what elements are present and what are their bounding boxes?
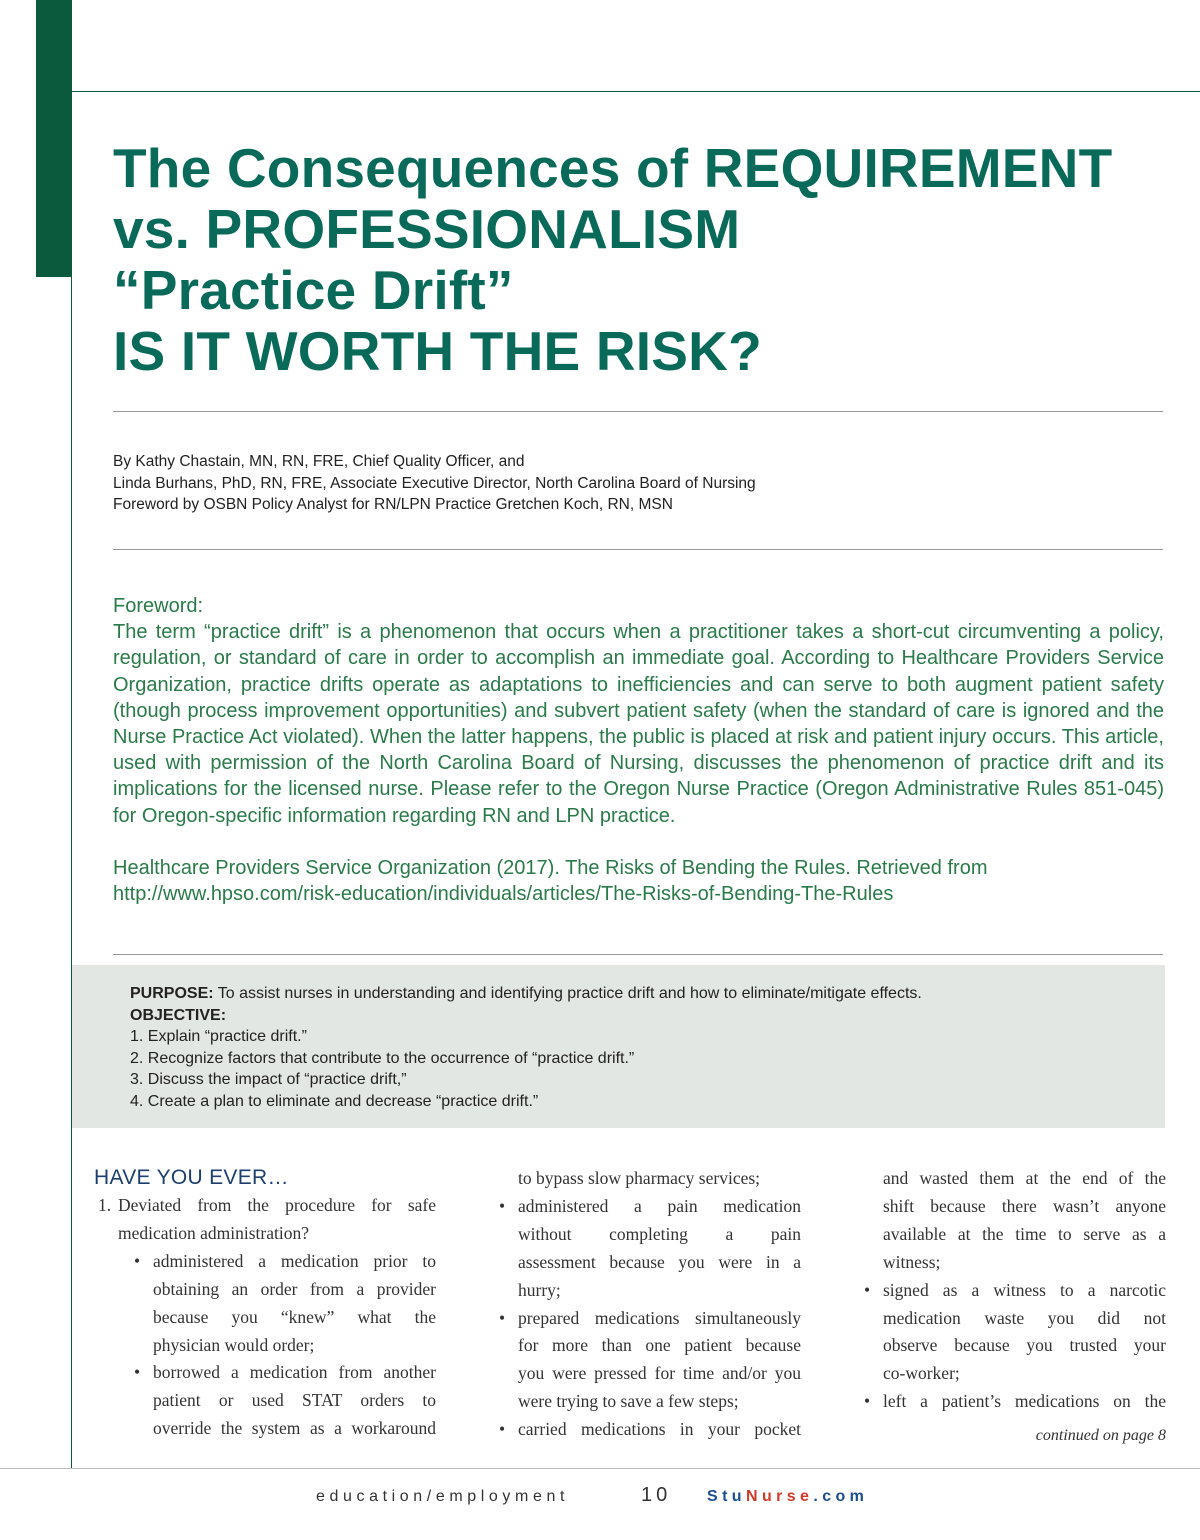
text-line: because you “knew” what the: [153, 1306, 436, 1327]
article-title: [113, 138, 1112, 382]
brand-logo[interactable]: [707, 1488, 868, 1506]
left-rule: [71, 0, 72, 1468]
purpose-line: [130, 983, 922, 1005]
article-column-2: [497, 1165, 801, 1444]
text-line: witness;: [883, 1251, 941, 1272]
text-line: observe because you trusted your: [883, 1335, 1166, 1356]
byline-line-3: Foreword by OSBN Policy Analyst for RN/LPN Practice Gretchen Koch, RN, MSN: [113, 496, 673, 513]
accent-bar: [36, 0, 72, 277]
brand-stu: Stu: [707, 1488, 746, 1505]
text-line: Deviated from the procedure for safe: [118, 1195, 436, 1215]
article-column-1: [94, 1165, 436, 1443]
objective-item: 3. Discuss the impact of “practice drift,”: [130, 1071, 407, 1088]
text-line: medication administration?: [118, 1222, 309, 1243]
text-line: obtaining an order from a provider: [153, 1278, 436, 1299]
bullet-icon: •: [499, 1195, 506, 1216]
text-line: hurry;: [518, 1279, 561, 1300]
foreword-citation-line-1: Healthcare Providers Service Organization (2017). The Risks of Bending the Rules. Retrieved from: [113, 856, 988, 879]
text-line: and wasted them at the end of the: [883, 1168, 1166, 1188]
divider-byline: [113, 549, 1163, 550]
brand-nurse: Nurse: [745, 1488, 814, 1505]
text-line: physician would order;: [153, 1334, 315, 1355]
text-line: were trying to save a few steps;: [518, 1391, 739, 1412]
foreword-body: The term “practice drift” is a phenomenon that occurs when a practitioner takes a short-cut circumventing a policy, regulation, or standard of care in order to accomplish an immediate goal. According to Healthcare Providers Service Organization, practice drifts operate as adaptations to inefficiencies and can serve to both augment patient safety (though process improvement opportunities) and subvert patient safety (when the standard of care is ignored and the Nurse Practice Act violated). When the latter happens, the public is placed at risk and patient injury occurs. This article, used with permission of the North Carolina Board of Nursing, discusses the phenomenon of practice drift and its implications for the licensed nurse. Please refer to the Oregon Nurse Practice (Oregon Administrative Rules 851-045) for Oregon-specific information regarding RN and LPN practice.: [113, 621, 1164, 827]
page-number: 10: [641, 1484, 672, 1506]
title-line-2: vs. PROFESSIONALISM: [113, 198, 741, 260]
byline-line-1: By Kathy Chastain, MN, RN, FRE, Chief Quality Officer, and: [113, 453, 525, 470]
divider-foreword: [113, 954, 1163, 955]
title-line-4: IS IT WORTH THE RISK?: [113, 320, 762, 382]
text-line: to bypass slow pharmacy services;: [518, 1168, 761, 1188]
footer-rule: [0, 1468, 1200, 1469]
text-line: available at the time to serve as a: [883, 1223, 1166, 1244]
brand-com: .com: [813, 1488, 869, 1505]
bullet-icon: •: [134, 1362, 141, 1383]
list-number: 1.: [98, 1195, 112, 1215]
bullet-icon: •: [864, 1279, 871, 1300]
text-line: without completing a pain: [518, 1223, 801, 1244]
bullet-icon: •: [864, 1391, 871, 1412]
bullet-icon: •: [499, 1307, 506, 1328]
text-line: assessment because you were in a: [518, 1251, 801, 1272]
article-column-3: [862, 1165, 1166, 1416]
text-line: carried medications in your pocket: [518, 1419, 801, 1440]
text-line: borrowed a medication from another: [153, 1362, 436, 1383]
bullet-icon: •: [499, 1419, 506, 1440]
page-footer: [0, 1484, 1200, 1514]
continued-note: continued on page 8: [1035, 1427, 1166, 1444]
objective-item: 4. Create a plan to eliminate and decrease “practice drift.”: [130, 1092, 539, 1110]
bullet-icon: •: [134, 1250, 141, 1271]
text-line: administered a medication prior to: [153, 1250, 436, 1271]
foreword: [113, 593, 1164, 907]
footer-section: education/employment: [316, 1488, 569, 1505]
title-line-3: “Practice Drift”: [113, 259, 514, 321]
text-line: for more than one patient because: [518, 1335, 801, 1356]
byline-line-2: Linda Burhans, PhD, RN, FRE, Associate Executive Director, North Carolina Board of Nursing: [113, 474, 756, 492]
text-line: co-worker;: [883, 1363, 960, 1384]
text-line: you were pressed for time and/or you: [518, 1363, 801, 1384]
text-line: prepared medications simultaneously: [518, 1307, 801, 1328]
purpose-text: To assist nurses in understanding and identifying practice drift and how to eliminate/mitigate effects.: [213, 985, 922, 1002]
divider-top: [113, 411, 1163, 412]
text-line: shift because there wasn’t anyone: [883, 1195, 1166, 1216]
purpose-label: PURPOSE:: [130, 985, 214, 1002]
objective-label: OBJECTIVE:: [130, 1006, 227, 1024]
title-line-1: The Consequences of REQUIREMENT: [113, 137, 1113, 199]
text-line: left a patient’s medications on the: [883, 1391, 1166, 1412]
foreword-heading: Foreword:: [113, 595, 204, 617]
top-rule: [72, 91, 1200, 92]
objective-item: 1. Explain “practice drift.”: [130, 1028, 307, 1045]
section-heading: HAVE YOU EVER…: [94, 1166, 289, 1189]
text-line: signed as a witness to a narcotic: [883, 1279, 1166, 1300]
text-line: administered a pain medication: [518, 1195, 801, 1216]
text-line: patient or used STAT orders to: [153, 1390, 436, 1411]
purpose-box: [72, 965, 1165, 1128]
byline: [113, 451, 756, 516]
foreword-citation-url: http://www.hpso.com/risk-education/individuals/articles/The-Risks-of-Bending-The-Rules: [113, 883, 894, 906]
text-line: override the system as a workaround: [153, 1418, 436, 1439]
objective-item: 2. Recognize factors that contribute to the occurrence of “practice drift.”: [130, 1049, 635, 1067]
text-line: medication waste you did not: [883, 1307, 1166, 1328]
